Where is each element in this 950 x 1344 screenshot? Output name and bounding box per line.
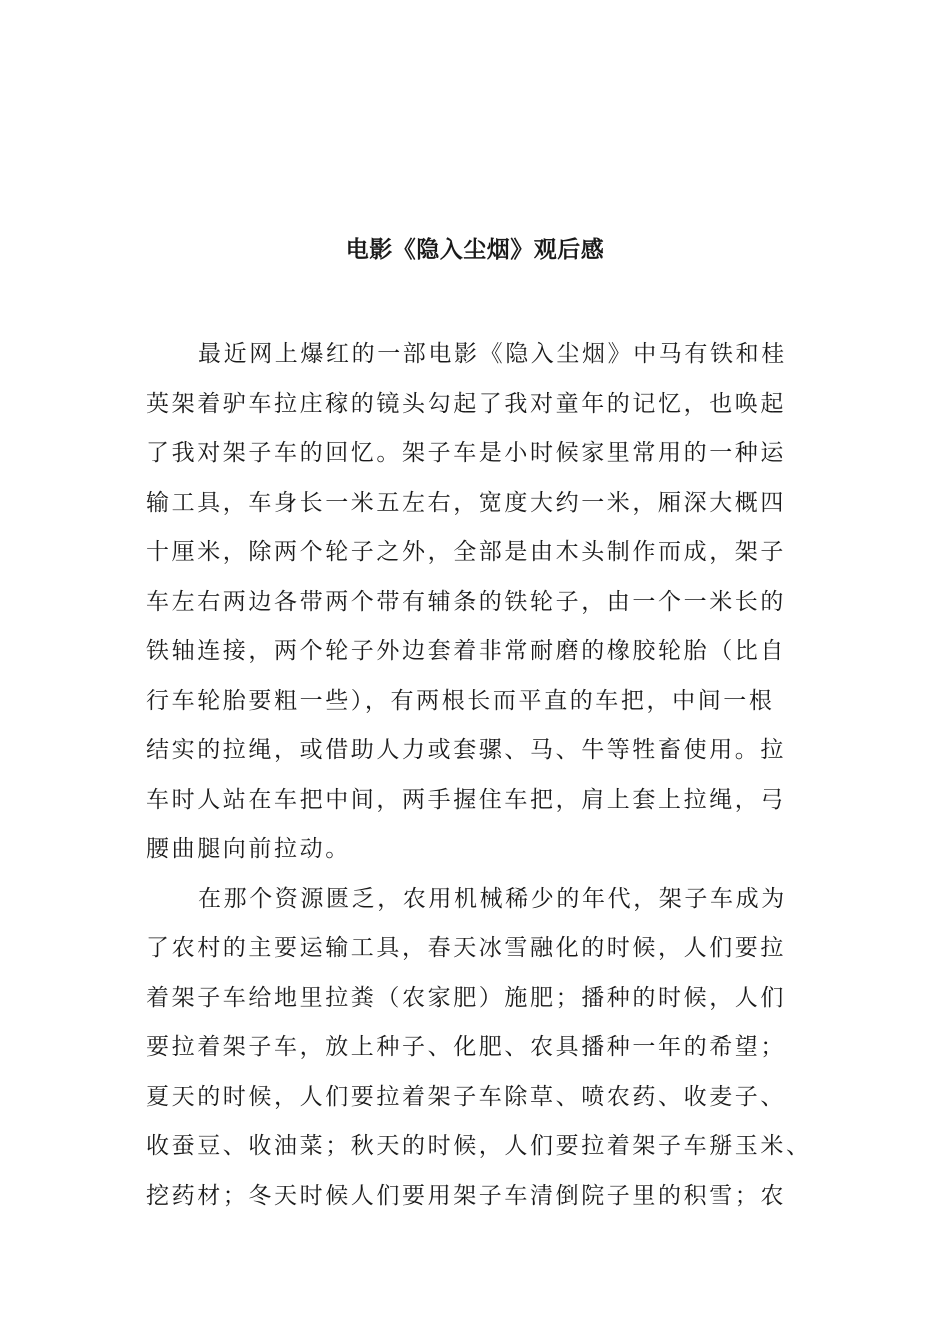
text-line: 要拉着架子车，放上种子、化肥、农具播种一年的希望； <box>146 1034 786 1060</box>
text-line: 挖药材；冬天时候人们要用架子车清倒院子里的积雪；农 <box>146 1182 786 1209</box>
text-line: 了我对架子车的回忆。架子车是小时候家里常用的一种运 <box>146 440 786 466</box>
document-title: 电影《隐入尘烟》观后感 <box>345 236 605 263</box>
text-line: 英架着驴车拉庄稼的镜头勾起了我对童年的记忆，也唤起 <box>146 390 786 417</box>
document-body <box>146 330 812 1221</box>
text-line: 腰曲腿向前拉动。 <box>146 836 351 862</box>
text-line: 行车轮胎要粗一些），有两根长而平直的车把，中间一根 <box>146 687 775 714</box>
text-line: 铁轴连接，两个轮子外边套着非常耐磨的橡胶轮胎（比自 <box>146 638 786 664</box>
text-line: 收蚕豆、收油菜；秋天的时候，人们要拉着架子车掰玉米、 <box>146 1133 812 1159</box>
text-line: 着架子车给地里拉粪（农家肥）施肥；播种的时候，人们 <box>146 984 786 1011</box>
text-line: 车时人站在车把中间，两手握住车把，肩上套上拉绳，弓 <box>146 786 786 813</box>
text-line: 了农村的主要运输工具，春天冰雪融化的时候，人们要拉 <box>146 935 786 961</box>
text-line: 车左右两边各带两个带有辅条的铁轮子，由一个一米长的 <box>146 588 786 615</box>
text-line: 输工具，车身长一米五左右，宽度大约一米，厢深大概四 <box>146 489 786 516</box>
text-line: 十厘米，除两个轮子之外，全部是由木头制作而成，架子 <box>146 539 786 565</box>
text-line: 最近网上爆红的一部电影《隐入尘烟》中马有铁和桂 <box>198 341 787 367</box>
text-line: 结实的拉绳，或借助人力或套骡、马、牛等牲畜使用。拉 <box>146 737 786 763</box>
text-line: 夏天的时候，人们要拉着架子车除草、喷农药、收麦子、 <box>146 1083 786 1110</box>
text-line: 在那个资源匮乏，农用机械稀少的年代，架子车成为 <box>198 885 787 912</box>
